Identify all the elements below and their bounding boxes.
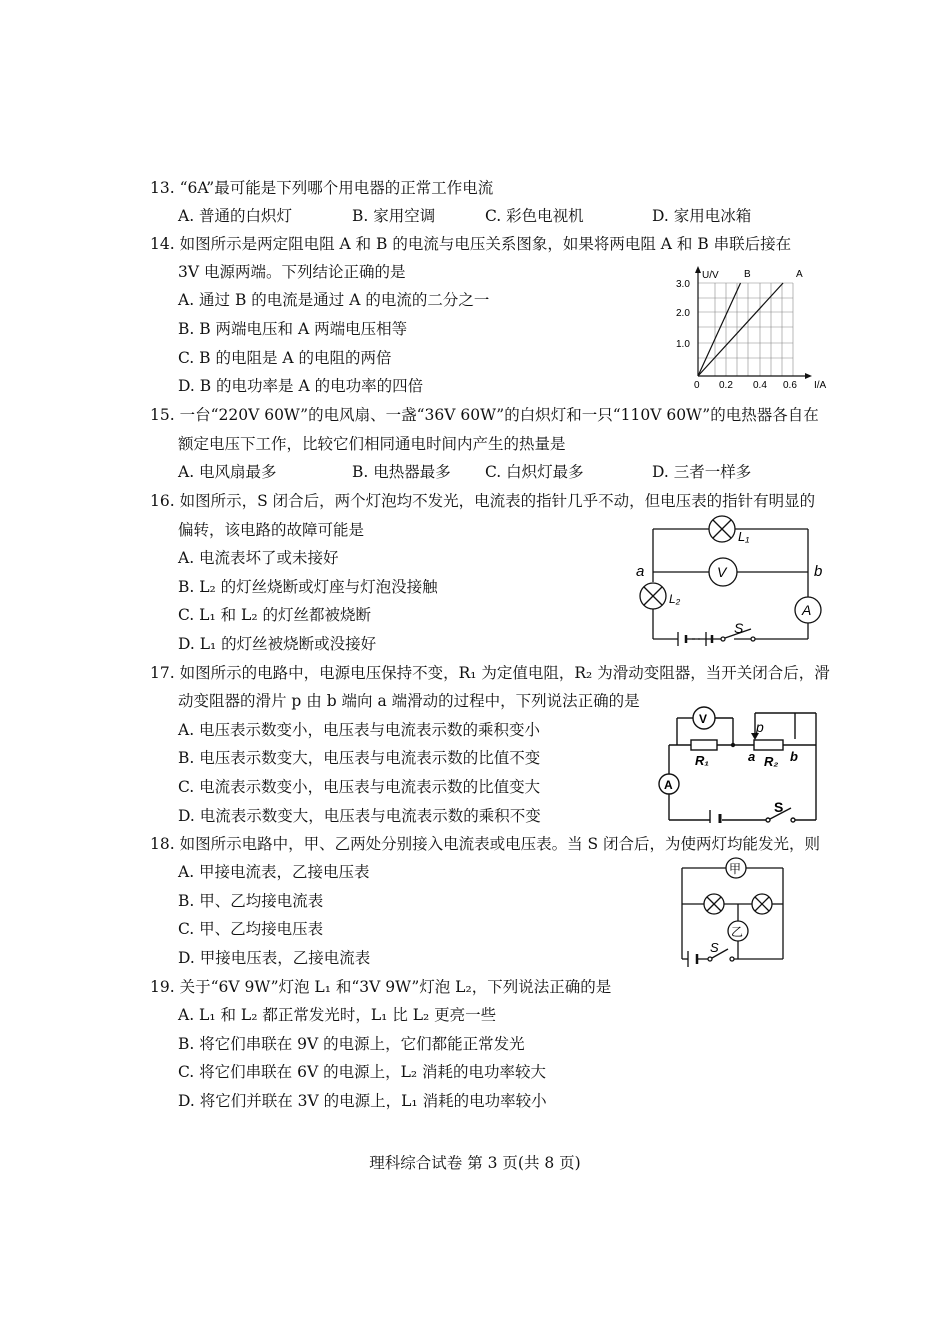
q18-jia-label: 甲	[729, 862, 742, 876]
q14-x-tick-2: 0.4	[753, 380, 767, 391]
q14-y-tick-3: 3.0	[676, 279, 690, 290]
q14-ui-graph	[668, 262, 838, 394]
q15-option-c: C. 白炽灯最多	[485, 463, 584, 481]
q17-p-label: p	[756, 719, 764, 735]
q14-grid	[698, 283, 793, 376]
q14-line-a	[698, 283, 783, 376]
q17-a-label: A	[664, 778, 673, 792]
q19-option-d: D. 将它们并联在 3V 的电源上，L₁ 消耗的电功率较小	[178, 1092, 547, 1110]
page-footer: 理科综合试卷 第 3 页(共 8 页)	[369, 1154, 581, 1172]
q15-option-b: B. 电热器最多	[352, 463, 451, 481]
q13-option-b: B. 家用空调	[352, 207, 436, 225]
q16-option-a: A. 电流表坏了或未接好	[178, 549, 339, 567]
q16-stem-line1: 16. 如图所示，S 闭合后，两个灯泡均不发光，电流表的指针几乎不动，但电压表的指针有明显的	[150, 492, 816, 510]
q18-stem: 18. 如图所示电路中，甲、乙两处分别接入电流表或电压表。当 S 闭合后，为使两灯均能发光，则	[150, 835, 821, 853]
battery-icon	[710, 810, 720, 823]
q14-y-label: U/V	[702, 270, 719, 281]
q17-option-d: D. 电流表示数变大，电压表与电流表示数的乘积不变	[178, 807, 541, 825]
q17-circuit	[655, 698, 825, 823]
q14-stem-line2: 3V 电源两端。下列结论正确的是	[178, 263, 406, 281]
q16-node-b: b	[814, 563, 823, 580]
q14-option-a: A. 通过 B 的电流是通过 A 的电流的二分之一	[178, 291, 490, 309]
q13-option-d: D. 家用电冰箱	[652, 207, 752, 225]
q15-stem-line2: 额定电压下工作，比较它们相同通电时间内产生的热量是	[178, 435, 566, 453]
q16-option-d: D. L₁ 的灯丝被烧断或没接好	[178, 635, 377, 653]
q17-option-b: B. 电压表示数变大，电压表与电流表示数的比值不变	[178, 749, 541, 767]
q14-line-b-label: B	[744, 269, 751, 280]
q15-stem-line1: 15. 一台“220V 60W”的电风扇、一盏“36V 60W”的白炽灯和一只“110V 60W”的电热器各自在	[150, 406, 819, 424]
q18-option-a: A. 甲接电流表，乙接电压表	[178, 863, 370, 881]
q19-stem: 19. 关于“6V 9W”灯泡 L₁ 和“3V 9W”灯泡 L₂，下列说法正确的是	[150, 978, 612, 996]
q18-switch-label: S	[710, 940, 719, 955]
q15-option-d: D. 三者一样多	[652, 463, 752, 481]
q17-switch-label: S	[774, 799, 784, 815]
q16-l2-label: L₂	[669, 592, 681, 606]
q18-yi-label: 乙	[731, 925, 744, 939]
q18-option-d: D. 甲接电压表，乙接电流表	[178, 949, 371, 967]
q14-y-tick-2: 2.0	[676, 308, 690, 319]
q17-v-label: V	[699, 712, 708, 726]
q17-option-c: C. 电流表示数变小，电压表与电流表示数的比值变大	[178, 778, 541, 796]
q14-option-c: C. B 的电阻是 A 的电阻的两倍	[178, 349, 392, 367]
q16-node-a: a	[636, 563, 645, 580]
q16-stem-line2: 偏转，该电路的故障可能是	[178, 521, 365, 539]
q14-x-arrow	[805, 373, 812, 379]
rheostat-r2	[754, 740, 783, 750]
q17-r1-label: R₁	[695, 753, 709, 768]
battery-icon	[688, 951, 697, 967]
q13-option-a: A. 普通的白炽灯	[178, 207, 293, 225]
q19-option-b: B. 将它们串联在 9V 的电源上，它们都能正常发光	[178, 1035, 525, 1053]
q14-stem-line1: 14. 如图所示是两定阻电阻 A 和 B 的电流与电压关系图象，如果将两电阻 A 和 B 串联后接在	[150, 235, 792, 253]
lamp-left-icon	[704, 894, 724, 914]
q18-circuit	[670, 855, 790, 970]
junction-dot	[731, 743, 735, 747]
q18-option-b: B. 甲、乙均接电流表	[178, 892, 324, 910]
q16-switch-label: S	[734, 620, 744, 636]
q14-line-a-label: A	[796, 269, 803, 280]
q16-option-c: C. L₁ 和 L₂ 的灯丝都被烧断	[178, 606, 371, 624]
q17-end-b: b	[790, 749, 798, 764]
resistor-r1	[691, 740, 717, 750]
q13-option-c: C. 彩色电视机	[485, 207, 584, 225]
q14-x-tick-0: 0	[694, 380, 700, 391]
q19-option-a: A. L₁ 和 L₂ 都正常发光时，L₁ 比 L₂ 更亮一些	[178, 1006, 497, 1024]
q16-v-label: V	[717, 564, 727, 580]
q19-option-c: C. 将它们串联在 6V 的电源上，L₂ 消耗的电功率较大	[178, 1063, 547, 1081]
q17-stem-line1: 17. 如图所示的电路中，电源电压保持不变，R₁ 为定值电阻，R₂ 为滑动变阻器，当开关闭合后，滑	[150, 664, 830, 682]
q16-l1-label: L₁	[738, 529, 750, 544]
q13-stem: 13. “6A”最可能是下列哪个用电器的正常工作电流	[150, 179, 494, 197]
q14-x-tick-3: 0.6	[783, 380, 797, 391]
q13-options	[178, 206, 828, 226]
q17-stem-line2: 动变阻器的滑片 p 由 b 端向 a 端滑动的过程中，下列说法正确的是	[178, 692, 640, 710]
q14-y-arrow	[695, 266, 701, 273]
lamp-l1-icon	[709, 516, 735, 542]
q15-option-a: A. 电风扇最多	[178, 463, 277, 481]
q14-option-d: D. B 的电功率是 A 的电功率的四倍	[178, 377, 424, 395]
q14-x-label: I/A	[814, 380, 827, 391]
q14-line-b	[698, 283, 741, 376]
q17-end-a: a	[748, 749, 756, 764]
q18-option-c: C. 甲、乙均接电压表	[178, 920, 324, 938]
q15-options	[178, 462, 828, 482]
q16-option-b: B. L₂ 的灯丝烧断或灯座与灯泡没接触	[178, 578, 438, 596]
q16-a-label: A	[802, 602, 812, 618]
q14-y-tick-1: 1.0	[676, 339, 690, 350]
q17-option-a: A. 电压表示数变小，电压表与电流表示数的乘积变小	[178, 721, 541, 739]
lamp-l2-icon	[640, 583, 666, 609]
q17-r2-label: R₂	[764, 754, 779, 769]
lamp-right-icon	[752, 894, 772, 914]
q14-option-b: B. B 两端电压和 A 两端电压相等	[178, 320, 408, 338]
q14-x-tick-1: 0.2	[719, 380, 733, 391]
q16-circuit	[630, 512, 830, 647]
